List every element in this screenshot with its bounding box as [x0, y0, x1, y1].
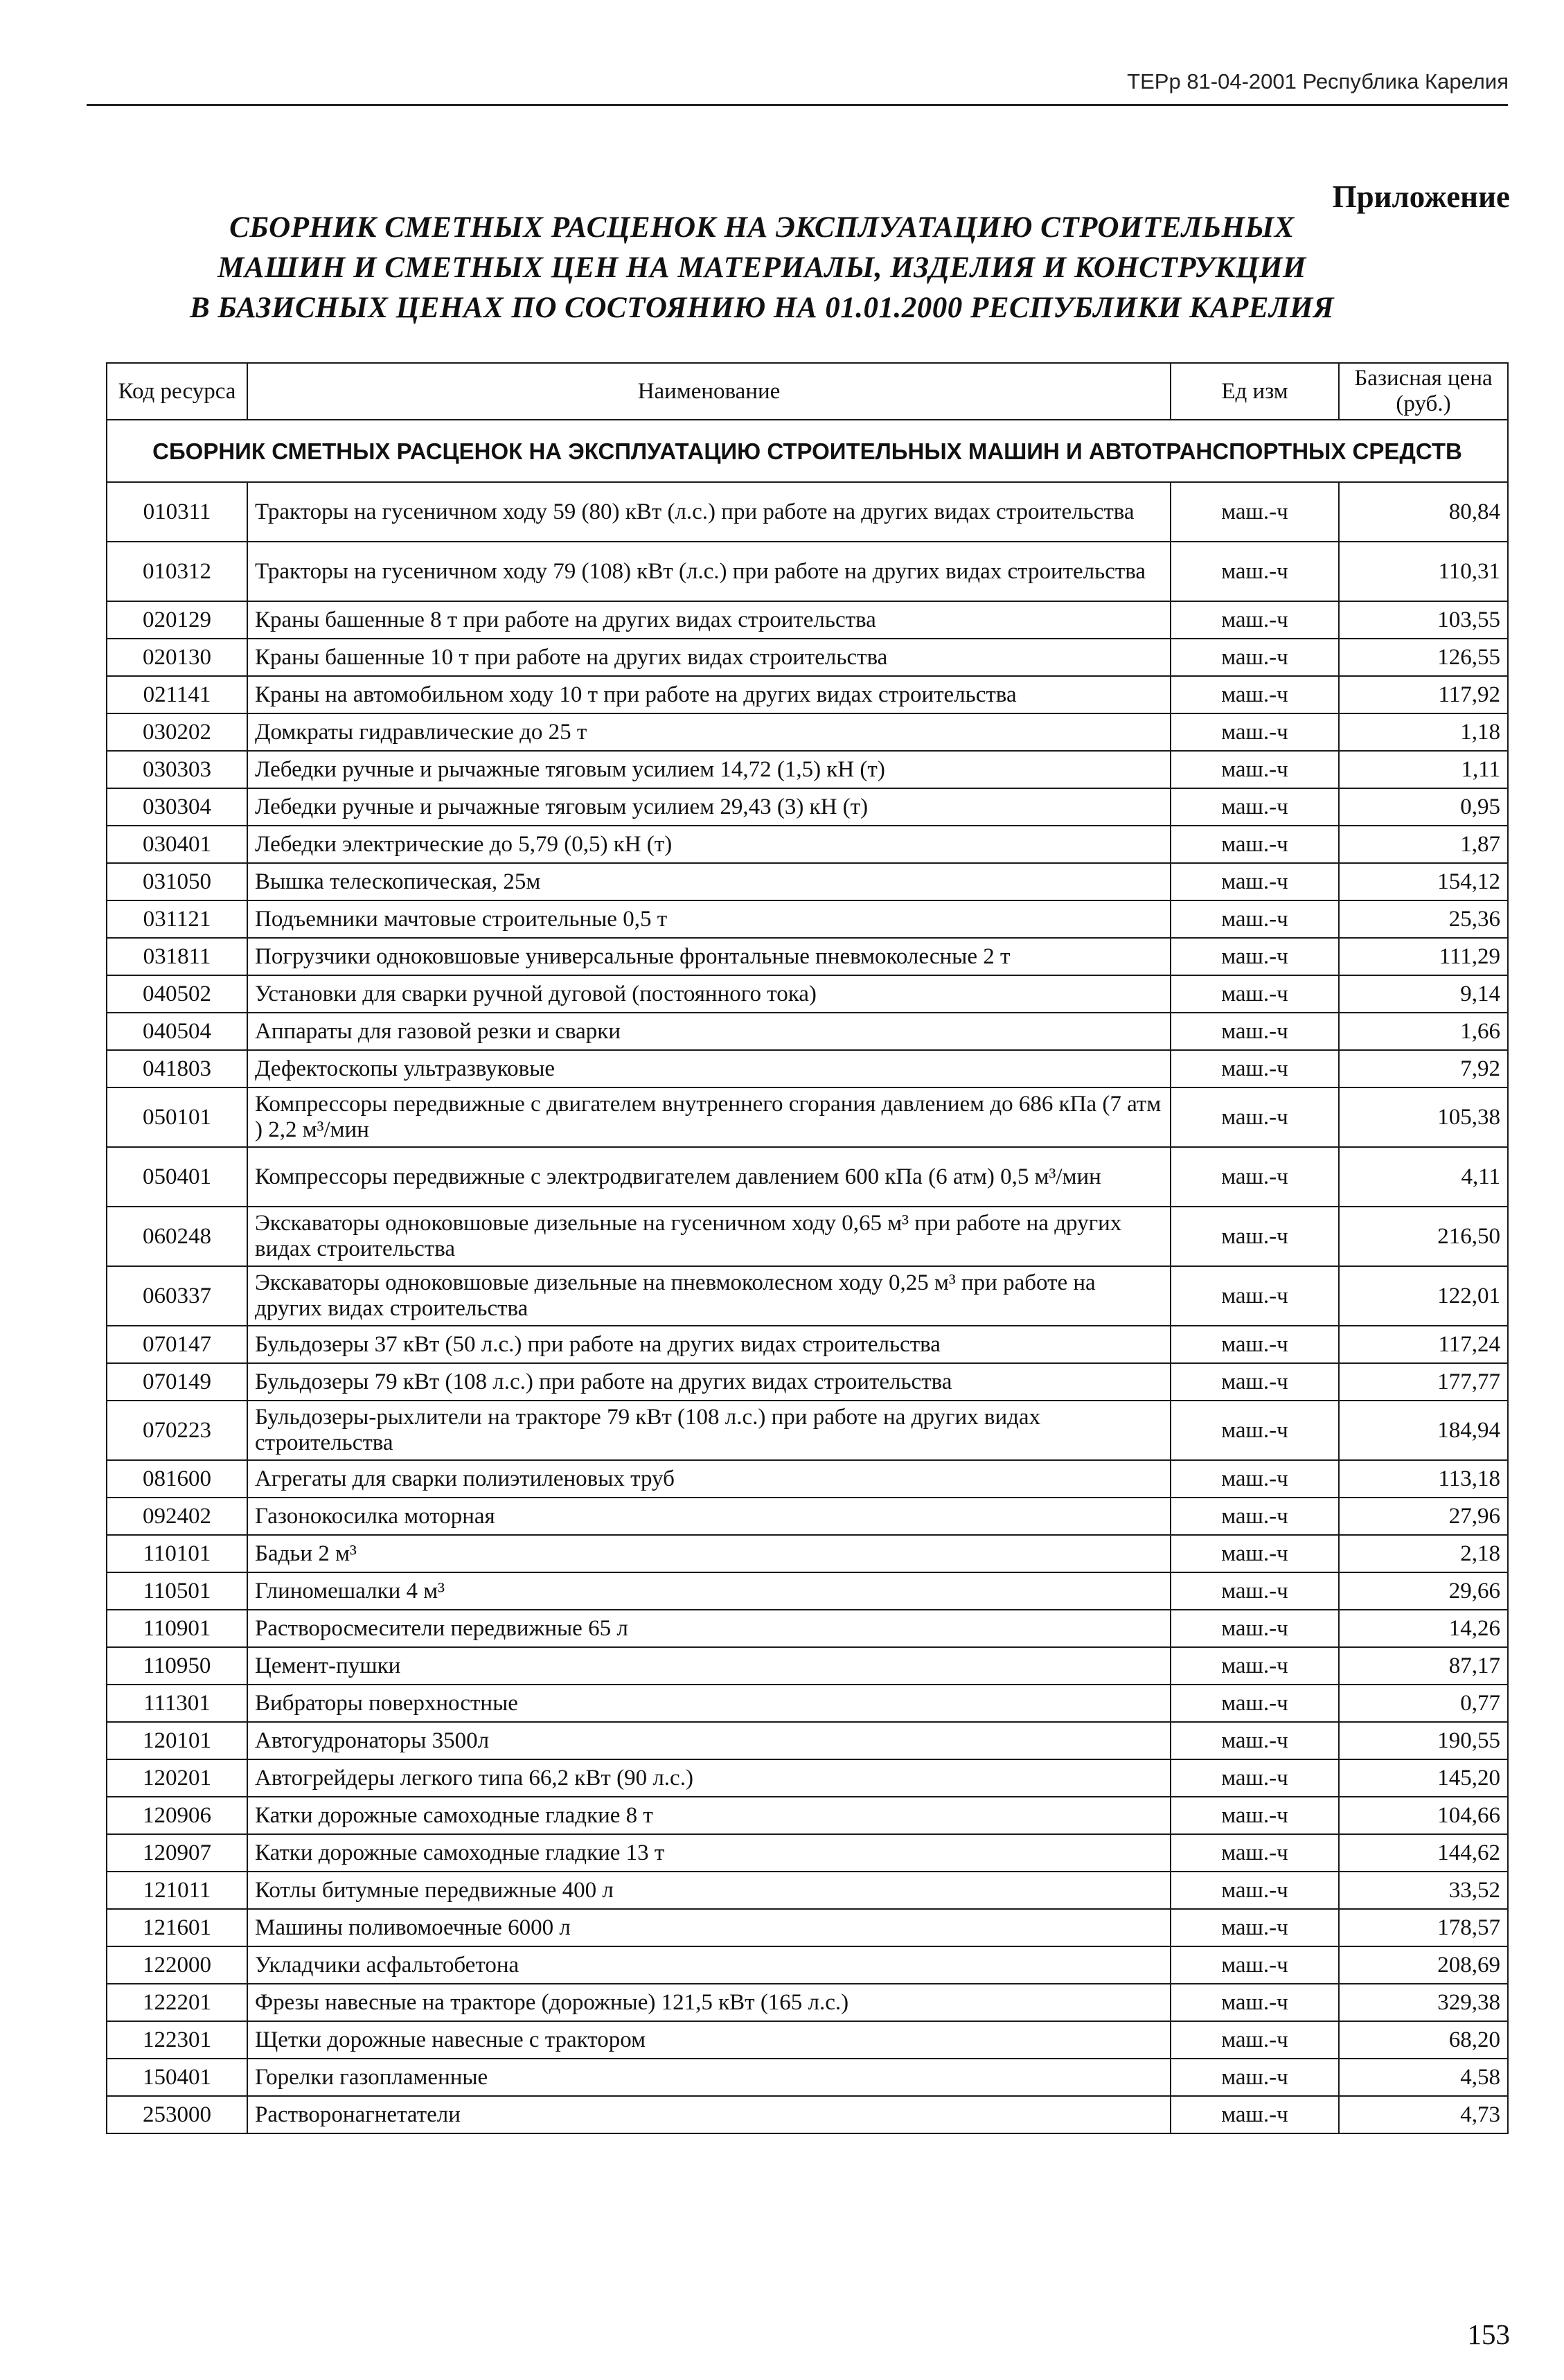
unit-cell: маш.-ч — [1171, 1872, 1339, 1909]
price-cell: 27,96 — [1339, 1498, 1508, 1535]
price-cell: 329,38 — [1339, 1984, 1508, 2021]
unit-cell: маш.-ч — [1171, 1909, 1339, 1946]
resource-name-cell: Компрессоры передвижные с двигателем внутреннего сгорания давлением до 686 кПа (7 атм ) 2,2 м³/мин — [247, 1087, 1171, 1147]
resource-name-cell: Лебедки ручные и рычажные тяговым усилием 29,43 (3) кН (т) — [247, 788, 1171, 826]
price-cell: 80,84 — [1339, 482, 1508, 542]
price-cell: 0,77 — [1339, 1685, 1508, 1722]
resource-code-cell: 110501 — [107, 1572, 247, 1610]
resource-code-cell: 110101 — [107, 1535, 247, 1572]
table-row — [107, 1872, 1508, 1909]
price-cell: 216,50 — [1339, 1207, 1508, 1266]
unit-cell: маш.-ч — [1171, 601, 1339, 639]
resource-name-cell: Экскаваторы одноковшовые дизельные на гусеничном ходу 0,65 м³ при работе на других видах строительства — [247, 1207, 1171, 1266]
unit-cell: маш.-ч — [1171, 639, 1339, 676]
resource-code-cell: 120907 — [107, 1834, 247, 1872]
title-line-1: СБОРНИК СМЕТНЫХ РАСЦЕНОК НА ЭКСПЛУАТАЦИЮ СТРОИТЕЛЬНЫХ — [229, 211, 1295, 244]
unit-cell: маш.-ч — [1171, 863, 1339, 900]
price-cell: 87,17 — [1339, 1647, 1508, 1685]
title-line-2: МАШИН И СМЕТНЫХ ЦЕН НА МАТЕРИАЛЫ, ИЗДЕЛИЯ И КОНСТРУКЦИИ — [217, 251, 1306, 284]
resource-name-cell: Катки дорожные самоходные гладкие 13 т — [247, 1834, 1171, 1872]
table-row — [107, 676, 1508, 713]
resource-code-cell: 040504 — [107, 1013, 247, 1050]
price-cell: 1,18 — [1339, 713, 1508, 751]
resource-code-cell: 122000 — [107, 1946, 247, 1984]
resource-code-cell: 040502 — [107, 975, 247, 1013]
column-header-unit: Ед изм — [1171, 363, 1339, 420]
resource-code-cell: 120101 — [107, 1722, 247, 1759]
unit-cell: маш.-ч — [1171, 1363, 1339, 1401]
price-cell: 145,20 — [1339, 1759, 1508, 1797]
table-row — [107, 1685, 1508, 1722]
price-cell: 110,31 — [1339, 542, 1508, 601]
appendix-label: Приложение — [1332, 179, 1510, 214]
unit-cell: маш.-ч — [1171, 1087, 1339, 1147]
resource-name-cell: Компрессоры передвижные с электродвигателем давлением 600 кПа (6 атм) 0,5 м³/мин — [247, 1147, 1171, 1207]
unit-cell: маш.-ч — [1171, 1050, 1339, 1087]
price-cell: 1,11 — [1339, 751, 1508, 788]
resource-code-cell: 070147 — [107, 1326, 247, 1363]
table-row — [107, 826, 1508, 863]
resource-name-cell: Бульдозеры-рыхлители на тракторе 79 кВт (108 л.с.) при работе на других видах строительства — [247, 1401, 1171, 1460]
resource-code-cell: 030202 — [107, 713, 247, 751]
price-cell: 14,26 — [1339, 1610, 1508, 1647]
table-row — [107, 1266, 1508, 1326]
document-code-header: ТЕРр 81-04-2001 Республика Карелия — [1127, 69, 1509, 94]
price-cell: 103,55 — [1339, 601, 1508, 639]
resource-name-cell: Лебедки электрические до 5,79 (0,5) кН (т) — [247, 826, 1171, 863]
unit-cell: маш.-ч — [1171, 1147, 1339, 1207]
resource-name-cell: Машины поливомоечные 6000 л — [247, 1909, 1171, 1946]
resource-code-cell: 111301 — [107, 1685, 247, 1722]
price-cell: 208,69 — [1339, 1946, 1508, 1984]
resource-name-cell: Подъемники мачтовые строительные 0,5 т — [247, 900, 1171, 938]
price-cell: 4,73 — [1339, 2096, 1508, 2133]
unit-cell: маш.-ч — [1171, 2059, 1339, 2096]
resource-code-cell: 120201 — [107, 1759, 247, 1797]
unit-cell: маш.-ч — [1171, 1498, 1339, 1535]
price-cell: 184,94 — [1339, 1401, 1508, 1460]
table-row — [107, 1050, 1508, 1087]
table-body — [107, 420, 1508, 2133]
resource-name-cell: Автогрейдеры легкого типа 66,2 кВт (90 л.с.) — [247, 1759, 1171, 1797]
column-header-code: Код ресурса — [107, 363, 247, 420]
resource-code-cell: 031811 — [107, 938, 247, 975]
resource-code-cell: 031121 — [107, 900, 247, 938]
unit-cell: маш.-ч — [1171, 1266, 1339, 1326]
unit-cell: маш.-ч — [1171, 751, 1339, 788]
price-cell: 154,12 — [1339, 863, 1508, 900]
resource-code-cell: 060248 — [107, 1207, 247, 1266]
resource-name-cell: Глиномешалки 4 м³ — [247, 1572, 1171, 1610]
unit-cell: маш.-ч — [1171, 826, 1339, 863]
table-row — [107, 1797, 1508, 1834]
table-row — [107, 601, 1508, 639]
resource-code-cell: 092402 — [107, 1498, 247, 1535]
resource-code-cell: 031050 — [107, 863, 247, 900]
price-cell: 113,18 — [1339, 1460, 1508, 1498]
table-row — [107, 1460, 1508, 1498]
resource-name-cell: Погрузчики одноковшовые универсальные фронтальные пневмоколесные 2 т — [247, 938, 1171, 975]
resource-code-cell: 120906 — [107, 1797, 247, 1834]
price-cell: 144,62 — [1339, 1834, 1508, 1872]
resource-name-cell: Газонокосилка моторная — [247, 1498, 1171, 1535]
price-cell: 4,11 — [1339, 1147, 1508, 1207]
unit-cell: маш.-ч — [1171, 1460, 1339, 1498]
resource-code-cell: 041803 — [107, 1050, 247, 1087]
table-row — [107, 1946, 1508, 1984]
resource-name-cell: Щетки дорожные навесные с трактором — [247, 2021, 1171, 2059]
resource-name-cell: Автогудронаторы 3500л — [247, 1722, 1171, 1759]
resource-name-cell: Лебедки ручные и рычажные тяговым усилием 14,72 (1,5) кН (т) — [247, 751, 1171, 788]
resource-name-cell: Бадьи 2 м³ — [247, 1535, 1171, 1572]
resource-code-cell: 121011 — [107, 1872, 247, 1909]
resource-code-cell: 050101 — [107, 1087, 247, 1147]
table-row — [107, 1535, 1508, 1572]
price-cell: 105,38 — [1339, 1087, 1508, 1147]
price-cell: 104,66 — [1339, 1797, 1508, 1834]
unit-cell: маш.-ч — [1171, 788, 1339, 826]
price-cell: 25,36 — [1339, 900, 1508, 938]
table-row — [107, 938, 1508, 975]
table-row — [107, 863, 1508, 900]
table-row — [107, 1087, 1508, 1147]
resource-code-cell: 253000 — [107, 2096, 247, 2133]
unit-cell: маш.-ч — [1171, 2096, 1339, 2133]
resource-name-cell: Установки для сварки ручной дуговой (постоянного тока) — [247, 975, 1171, 1013]
unit-cell: маш.-ч — [1171, 900, 1339, 938]
price-cell: 122,01 — [1339, 1266, 1508, 1326]
price-cell: 1,66 — [1339, 1013, 1508, 1050]
unit-cell: маш.-ч — [1171, 1647, 1339, 1685]
resource-code-cell: 030303 — [107, 751, 247, 788]
table-row — [107, 1207, 1508, 1266]
title-line-3: В БАЗИСНЫХ ЦЕНАХ ПО СОСТОЯНИЮ НА 01.01.2000 РЕСПУБЛИКИ КАРЕЛИЯ — [189, 292, 1335, 324]
resource-name-cell: Тракторы на гусеничном ходу 59 (80) кВт (л.с.) при работе на других видах строительства — [247, 482, 1171, 542]
unit-cell: маш.-ч — [1171, 542, 1339, 601]
resource-name-cell: Вибраторы поверхностные — [247, 1685, 1171, 1722]
resource-code-cell: 110950 — [107, 1647, 247, 1685]
table-row — [107, 1610, 1508, 1647]
price-cell: 68,20 — [1339, 2021, 1508, 2059]
section-row — [107, 420, 1508, 482]
unit-cell: маш.-ч — [1171, 2021, 1339, 2059]
unit-cell: маш.-ч — [1171, 975, 1339, 1013]
table-row — [107, 1647, 1508, 1685]
price-cell: 4,58 — [1339, 2059, 1508, 2096]
resource-name-cell: Катки дорожные самоходные гладкие 8 т — [247, 1797, 1171, 1834]
table-row — [107, 1572, 1508, 1610]
resource-name-cell: Бульдозеры 79 кВт (108 л.с.) при работе на других видах строительства — [247, 1363, 1171, 1401]
resource-code-cell: 010311 — [107, 482, 247, 542]
resource-name-cell: Экскаваторы одноковшовые дизельные на пневмоколесном ходу 0,25 м³ при работе на других видах строительства — [247, 1266, 1171, 1326]
column-header-price: Базисная цена (руб.) — [1339, 363, 1508, 420]
unit-cell: маш.-ч — [1171, 1013, 1339, 1050]
table-row — [107, 1984, 1508, 2021]
price-cell: 117,24 — [1339, 1326, 1508, 1363]
resource-code-cell: 150401 — [107, 2059, 247, 2096]
price-cell: 117,92 — [1339, 676, 1508, 713]
resource-code-cell: 010312 — [107, 542, 247, 601]
page-number: 153 — [1467, 2318, 1510, 2350]
unit-cell: маш.-ч — [1171, 1797, 1339, 1834]
resource-code-cell: 020130 — [107, 639, 247, 676]
unit-cell: маш.-ч — [1171, 1572, 1339, 1610]
resource-code-cell: 030401 — [107, 826, 247, 863]
resource-name-cell: Агрегаты для сварки полиэтиленовых труб — [247, 1460, 1171, 1498]
table-row — [107, 1363, 1508, 1401]
table-row — [107, 1722, 1508, 1759]
price-cell: 178,57 — [1339, 1909, 1508, 1946]
resource-code-cell: 060337 — [107, 1266, 247, 1326]
resource-name-cell: Фрезы навесные на тракторе (дорожные) 121,5 кВт (165 л.с.) — [247, 1984, 1171, 2021]
unit-cell: маш.-ч — [1171, 1401, 1339, 1460]
unit-cell: маш.-ч — [1171, 1535, 1339, 1572]
resource-code-cell: 021141 — [107, 676, 247, 713]
resource-name-cell: Дефектоскопы ультразвуковые — [247, 1050, 1171, 1087]
price-cell: 190,55 — [1339, 1722, 1508, 1759]
column-header-name: Наименование — [247, 363, 1171, 420]
table-row — [107, 482, 1508, 542]
table-row — [107, 1326, 1508, 1363]
price-cell: 7,92 — [1339, 1050, 1508, 1087]
unit-cell: маш.-ч — [1171, 676, 1339, 713]
resource-name-cell: Цемент-пушки — [247, 1647, 1171, 1685]
table-row — [107, 1498, 1508, 1535]
resource-name-cell: Бульдозеры 37 кВт (50 л.с.) при работе на других видах строительства — [247, 1326, 1171, 1363]
table-row — [107, 1147, 1508, 1207]
table-row — [107, 900, 1508, 938]
table-row — [107, 1013, 1508, 1050]
unit-cell: маш.-ч — [1171, 1759, 1339, 1797]
price-cell: 29,66 — [1339, 1572, 1508, 1610]
resource-code-cell: 122201 — [107, 1984, 247, 2021]
unit-cell: маш.-ч — [1171, 1722, 1339, 1759]
unit-cell: маш.-ч — [1171, 713, 1339, 751]
table-row — [107, 1759, 1508, 1797]
table-row — [107, 788, 1508, 826]
resource-name-cell: Краны башенные 10 т при работе на других видах строительства — [247, 639, 1171, 676]
price-cell: 177,77 — [1339, 1363, 1508, 1401]
price-cell: 0,95 — [1339, 788, 1508, 826]
table-row — [107, 713, 1508, 751]
resource-code-cell: 081600 — [107, 1460, 247, 1498]
price-cell: 1,87 — [1339, 826, 1508, 863]
resource-name-cell: Вышка телескопическая, 25м — [247, 863, 1171, 900]
resource-code-cell: 050401 — [107, 1147, 247, 1207]
resource-name-cell: Краны на автомобильном ходу 10 т при работе на других видах строительства — [247, 676, 1171, 713]
resource-name-cell: Аппараты для газовой резки и сварки — [247, 1013, 1171, 1050]
price-cell: 126,55 — [1339, 639, 1508, 676]
price-cell: 33,52 — [1339, 1872, 1508, 1909]
resource-code-cell: 070223 — [107, 1401, 247, 1460]
price-cell: 111,29 — [1339, 938, 1508, 975]
resource-code-cell: 110901 — [107, 1610, 247, 1647]
unit-cell: маш.-ч — [1171, 1984, 1339, 2021]
table-row — [107, 751, 1508, 788]
table-row — [107, 1909, 1508, 1946]
price-cell: 9,14 — [1339, 975, 1508, 1013]
table-row — [107, 975, 1508, 1013]
unit-cell: маш.-ч — [1171, 938, 1339, 975]
unit-cell: маш.-ч — [1171, 1834, 1339, 1872]
resource-code-cell: 020129 — [107, 601, 247, 639]
price-table — [106, 362, 1509, 2134]
resource-name-cell: Краны башенные 8 т при работе на других видах строительства — [247, 601, 1171, 639]
table-row — [107, 1401, 1508, 1460]
resource-code-cell: 030304 — [107, 788, 247, 826]
unit-cell: маш.-ч — [1171, 1610, 1339, 1647]
resource-name-cell: Тракторы на гусеничном ходу 79 (108) кВт (л.с.) при работе на других видах строительства — [247, 542, 1171, 601]
resource-name-cell: Растворонагнетатели — [247, 2096, 1171, 2133]
section-title: СБОРНИК СМЕТНЫХ РАСЦЕНОК НА ЭКСПЛУАТАЦИЮ СТРОИТЕЛЬНЫХ МАШИН И АВТОТРАНСПОРТНЫХ СРЕДСТВ — [107, 420, 1508, 482]
table-header-row — [107, 363, 1508, 420]
unit-cell: маш.-ч — [1171, 1326, 1339, 1363]
resource-code-cell: 122301 — [107, 2021, 247, 2059]
table-row — [107, 2059, 1508, 2096]
table-row — [107, 2021, 1508, 2059]
unit-cell: маш.-ч — [1171, 1207, 1339, 1266]
table-row — [107, 542, 1508, 601]
unit-cell: маш.-ч — [1171, 1946, 1339, 1984]
resource-name-cell: Домкраты гидравлические до 25 т — [247, 713, 1171, 751]
table-row — [107, 639, 1508, 676]
price-cell: 2,18 — [1339, 1535, 1508, 1572]
document-title — [104, 208, 1420, 328]
resource-name-cell: Горелки газопламенные — [247, 2059, 1171, 2096]
table-row — [107, 1834, 1508, 1872]
table-row — [107, 2096, 1508, 2133]
resource-name-cell: Котлы битумные передвижные 400 л — [247, 1872, 1171, 1909]
resource-code-cell: 121601 — [107, 1909, 247, 1946]
resource-name-cell: Укладчики асфальтобетона — [247, 1946, 1171, 1984]
resource-name-cell: Растворосмесители передвижные 65 л — [247, 1610, 1171, 1647]
resource-code-cell: 070149 — [107, 1363, 247, 1401]
unit-cell: маш.-ч — [1171, 482, 1339, 542]
unit-cell: маш.-ч — [1171, 1685, 1339, 1722]
header-rule — [87, 104, 1508, 106]
